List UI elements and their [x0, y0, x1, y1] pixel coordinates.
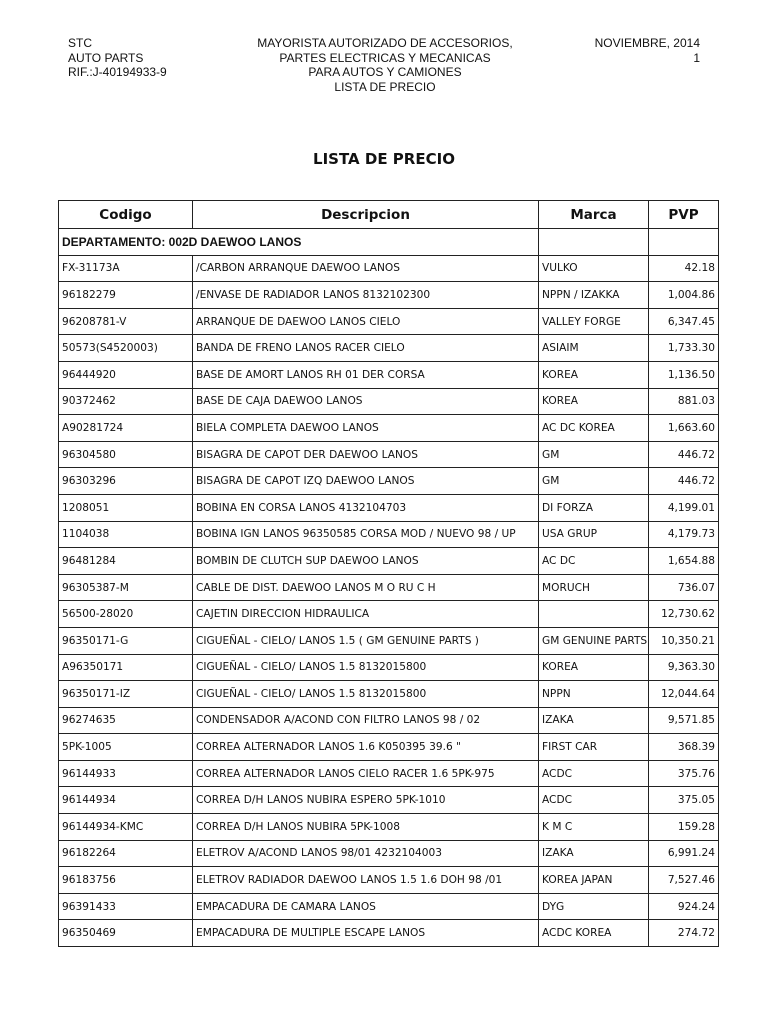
cell-pvp: 274.72: [649, 920, 719, 947]
cell-codigo: 96183756: [59, 867, 193, 894]
column-header-pvp: PVP: [649, 201, 719, 229]
column-header-codigo: Codigo: [59, 201, 193, 229]
cell-marca: ACDC: [539, 760, 649, 787]
cell-marca: DYG: [539, 893, 649, 920]
table-row: [59, 255, 719, 282]
cell-marca: NPPN: [539, 681, 649, 708]
table-row: [59, 654, 719, 681]
heading-line-4: LISTA DE PRECIO: [334, 79, 436, 94]
cell-marca: IZAKA: [539, 840, 649, 867]
cell-pvp: 9,363.30: [649, 654, 719, 681]
cell-descripcion: BOBINA IGN LANOS 96350585 CORSA MOD / NUEVO 98 / UP: [193, 521, 539, 548]
department-empty-cell: [539, 229, 649, 256]
cell-codigo: 96274635: [59, 707, 193, 734]
cell-marca: VALLEY FORGE: [539, 308, 649, 335]
cell-marca: IZAKA: [539, 707, 649, 734]
cell-codigo: 96144933: [59, 760, 193, 787]
column-header-descripcion: Descripcion: [193, 201, 539, 229]
table-row: [59, 361, 719, 388]
cell-codigo: 96391433: [59, 893, 193, 920]
table-row: [59, 734, 719, 761]
cell-descripcion: BASE DE AMORT LANOS RH 01 DER CORSA: [193, 361, 539, 388]
department-label: DEPARTAMENTO: 002D DAEWOO LANOS: [59, 229, 539, 256]
cell-marca: KOREA: [539, 654, 649, 681]
cell-codigo: FX-31173A: [59, 255, 193, 282]
table-row: [59, 840, 719, 867]
cell-descripcion: CIGUEÑAL - CIELO/ LANOS 1.5 ( GM GENUINE PARTS ): [193, 627, 539, 654]
cell-codigo: 96350469: [59, 920, 193, 947]
cell-marca: ACDC: [539, 787, 649, 814]
table-row: [59, 681, 719, 708]
cell-codigo: 96208781-V: [59, 308, 193, 335]
table-row: [59, 601, 719, 628]
cell-pvp: 924.24: [649, 893, 719, 920]
cell-pvp: 6,991.24: [649, 840, 719, 867]
cell-marca: ASIAIM: [539, 335, 649, 362]
cell-pvp: 446.72: [649, 441, 719, 468]
cell-descripcion: ARRANQUE DE DAEWOO LANOS CIELO: [193, 308, 539, 335]
table-row: [59, 814, 719, 841]
cell-codigo: 96350171-G: [59, 627, 193, 654]
cell-pvp: 4,179.73: [649, 521, 719, 548]
cell-codigo: 1208051: [59, 494, 193, 521]
cell-descripcion: BISAGRA DE CAPOT DER DAEWOO LANOS: [193, 441, 539, 468]
cell-marca: ACDC KOREA: [539, 920, 649, 947]
cell-descripcion: BASE DE CAJA DAEWOO LANOS: [193, 388, 539, 415]
cell-codigo: A96350171: [59, 654, 193, 681]
cell-marca: KOREA: [539, 388, 649, 415]
cell-marca: K M C: [539, 814, 649, 841]
cell-marca: DI FORZA: [539, 494, 649, 521]
cell-descripcion: BOMBIN DE CLUTCH SUP DAEWOO LANOS: [193, 548, 539, 575]
table-row: [59, 468, 719, 495]
department-row: [59, 229, 719, 256]
table-row: [59, 521, 719, 548]
cell-pvp: 10,350.21: [649, 627, 719, 654]
cell-codigo: 96350171-IZ: [59, 681, 193, 708]
document-heading: [200, 36, 570, 94]
cell-marca: USA GRUP: [539, 521, 649, 548]
cell-marca: KOREA JAPAN: [539, 867, 649, 894]
cell-descripcion: CORREA ALTERNADOR LANOS CIELO RACER 1.6 5PK-975: [193, 760, 539, 787]
table-row: [59, 574, 719, 601]
date-page-header: [595, 36, 700, 65]
table-row: [59, 415, 719, 442]
cell-marca: GM: [539, 441, 649, 468]
cell-codigo: 96444920: [59, 361, 193, 388]
cell-pvp: 4,199.01: [649, 494, 719, 521]
cell-marca: VULKO: [539, 255, 649, 282]
cell-descripcion: BISAGRA DE CAPOT IZQ DAEWOO LANOS: [193, 468, 539, 495]
cell-pvp: 1,663.60: [649, 415, 719, 442]
cell-descripcion: CIGUEÑAL - CIELO/ LANOS 1.5 8132015800: [193, 681, 539, 708]
heading-line-2: PARTES ELECTRICAS Y MECANICAS: [279, 50, 491, 65]
table-row: [59, 308, 719, 335]
table-row: [59, 335, 719, 362]
cell-codigo: 90372462: [59, 388, 193, 415]
cell-codigo: 5PK-1005: [59, 734, 193, 761]
cell-marca: NPPN / IZAKKA: [539, 282, 649, 309]
cell-pvp: 1,136.50: [649, 361, 719, 388]
cell-codigo: 96144934-KMC: [59, 814, 193, 841]
cell-descripcion: CORREA ALTERNADOR LANOS 1.6 K050395 39.6 ": [193, 734, 539, 761]
cell-codigo: 96304580: [59, 441, 193, 468]
table-row: [59, 893, 719, 920]
cell-codigo: 96182279: [59, 282, 193, 309]
table-header-row: [59, 201, 719, 229]
cell-descripcion: ELETROV RADIADOR DAEWOO LANOS 1.5 1.6 DOH 98 /01: [193, 867, 539, 894]
cell-pvp: 1,654.88: [649, 548, 719, 575]
cell-codigo: 96182264: [59, 840, 193, 867]
department-empty-cell: [649, 229, 719, 256]
table-row: [59, 867, 719, 894]
cell-codigo: 96305387-M: [59, 574, 193, 601]
cell-marca: [539, 601, 649, 628]
cell-marca: GM: [539, 468, 649, 495]
page-title: LISTA DE PRECIO: [313, 150, 455, 168]
company-name: STC: [68, 36, 92, 50]
table-row: [59, 548, 719, 575]
cell-pvp: 1,733.30: [649, 335, 719, 362]
table-row: [59, 920, 719, 947]
table-row: [59, 388, 719, 415]
company-rif: RIF.:J-40194933-9: [68, 65, 167, 79]
cell-descripcion: CABLE DE DIST. DAEWOO LANOS M O RU C H: [193, 574, 539, 601]
cell-descripcion: CIGUEÑAL - CIELO/ LANOS 1.5 8132015800: [193, 654, 539, 681]
cell-marca: GM GENUINE PARTS: [539, 627, 649, 654]
cell-descripcion: EMPACADURA DE CAMARA LANOS: [193, 893, 539, 920]
cell-codigo: 1104038: [59, 521, 193, 548]
heading-line-1: MAYORISTA AUTORIZADO DE ACCESORIOS,: [257, 36, 513, 50]
cell-pvp: 159.28: [649, 814, 719, 841]
heading-line-3: PARA AUTOS Y CAMIONES: [308, 65, 462, 79]
company-subtitle: AUTO PARTS: [68, 50, 144, 65]
cell-descripcion: CAJETIN DIRECCION HIDRAULICA: [193, 601, 539, 628]
table-row: [59, 707, 719, 734]
company-header: [68, 36, 167, 80]
cell-pvp: 1,004.86: [649, 282, 719, 309]
cell-pvp: 446.72: [649, 468, 719, 495]
cell-codigo: A90281724: [59, 415, 193, 442]
cell-pvp: 42.18: [649, 255, 719, 282]
cell-pvp: 375.05: [649, 787, 719, 814]
cell-descripcion: EMPACADURA DE MULTIPLE ESCAPE LANOS: [193, 920, 539, 947]
cell-descripcion: BIELA COMPLETA DAEWOO LANOS: [193, 415, 539, 442]
cell-codigo: 56500-28020: [59, 601, 193, 628]
cell-pvp: 12,730.62: [649, 601, 719, 628]
cell-pvp: 9,571.85: [649, 707, 719, 734]
table-row: [59, 627, 719, 654]
cell-descripcion: /CARBON ARRANQUE DAEWOO LANOS: [193, 255, 539, 282]
cell-descripcion: CORREA D/H LANOS NUBIRA 5PK-1008: [193, 814, 539, 841]
cell-pvp: 881.03: [649, 388, 719, 415]
price-table: [58, 200, 719, 947]
cell-marca: FIRST CAR: [539, 734, 649, 761]
cell-pvp: 368.39: [649, 734, 719, 761]
cell-pvp: 736.07: [649, 574, 719, 601]
cell-descripcion: /ENVASE DE RADIADOR LANOS 8132102300: [193, 282, 539, 309]
document-date: NOVIEMBRE, 2014: [594, 36, 700, 50]
table-row: [59, 760, 719, 787]
cell-codigo: 96481284: [59, 548, 193, 575]
cell-codigo: 96144934: [59, 787, 193, 814]
cell-pvp: 6,347.45: [649, 308, 719, 335]
table-row: [59, 441, 719, 468]
page-number: 1: [693, 50, 700, 65]
cell-marca: KOREA: [539, 361, 649, 388]
cell-marca: AC DC KOREA: [539, 415, 649, 442]
cell-pvp: 375.76: [649, 760, 719, 787]
column-header-marca: Marca: [539, 201, 649, 229]
table-row: [59, 787, 719, 814]
table-row: [59, 494, 719, 521]
cell-pvp: 12,044.64: [649, 681, 719, 708]
cell-descripcion: ELETROV A/ACOND LANOS 98/01 4232104003: [193, 840, 539, 867]
cell-descripcion: CONDENSADOR A/ACOND CON FILTRO LANOS 98 / 02: [193, 707, 539, 734]
cell-descripcion: BOBINA EN CORSA LANOS 4132104703: [193, 494, 539, 521]
cell-marca: MORUCH: [539, 574, 649, 601]
cell-descripcion: CORREA D/H LANOS NUBIRA ESPERO 5PK-1010: [193, 787, 539, 814]
cell-codigo: 50573(S4520003): [59, 335, 193, 362]
table-row: [59, 282, 719, 309]
cell-codigo: 96303296: [59, 468, 193, 495]
cell-pvp: 7,527.46: [649, 867, 719, 894]
cell-marca: AC DC: [539, 548, 649, 575]
cell-descripcion: BANDA DE FRENO LANOS RACER CIELO: [193, 335, 539, 362]
